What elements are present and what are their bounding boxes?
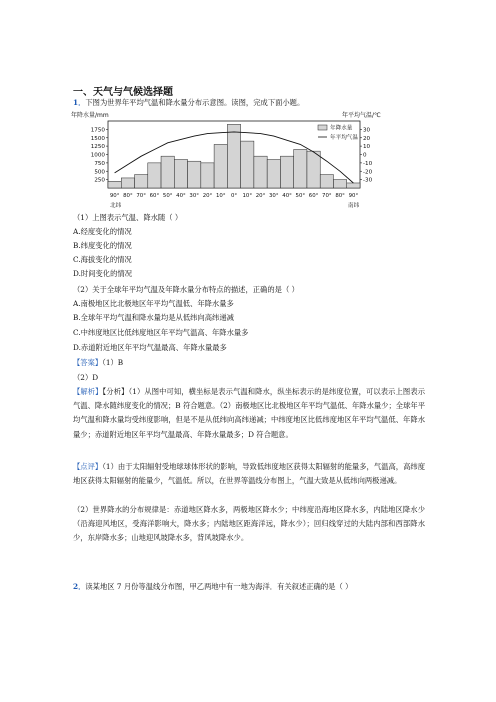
precipitation-bar: [174, 160, 187, 188]
question-2-stem: [73, 582, 352, 592]
comment-paragraph-2: （2）世界降水的分布规律是：赤道地区降水多，两极地区降水少；中纬度沿海地区降水多，内陆地区降水少（沿海迎风地区，受海洋影响大，降水多；内陆地区距海洋远，降水少）；回归线穿过的大陆内部和西部降水少，东岸降水多；山地迎风坡降水多，背风坡降水少。: [73, 505, 425, 543]
precipitation-bar: [108, 181, 121, 188]
precipitation-bar: [267, 160, 280, 188]
left-tick-label: 750: [94, 160, 105, 167]
precipitation-bar: [148, 163, 161, 188]
temperature-precipitation-chart: [68, 108, 404, 212]
x-tick-label: 60°: [308, 193, 319, 199]
x-tick-label: 20°: [202, 193, 213, 199]
x-tick-label: 90°: [109, 193, 120, 199]
analysis-paragraph: [73, 385, 425, 442]
x-tick-label: 90°: [348, 193, 359, 199]
question-1-text: 下图为世界年平均气温和降水量分布示意图。读图，完成下面小题。: [85, 98, 305, 107]
x-tick-label: 40°: [176, 193, 186, 199]
left-tick-label: 1250: [90, 144, 105, 151]
right-tick-label: 20: [363, 135, 371, 142]
question-2-text: 读某地区 7 月份等温线分布图，甲乙两地中有一地为海洋．有关叙述正确的是（ ）: [85, 582, 353, 591]
y-left-label: 年降水量/mm: [71, 112, 109, 119]
comment-paragraph: [73, 460, 425, 488]
left-axis-ticks: [91, 127, 108, 183]
right-tick-label: -20: [363, 169, 373, 176]
sub2-option-d: D.赤道附近地区年平均气温最高、年降水量最多: [73, 343, 227, 352]
answer-2: （2）D: [73, 373, 99, 382]
precipitation-bar: [320, 175, 333, 188]
question-2-number: 2．: [73, 582, 86, 591]
sub2-option-b: B.全球年平均气温和降水量均是从低纬向高纬递减: [73, 313, 234, 322]
precipitation-bar: [294, 149, 307, 188]
legend-bar-swatch: [318, 125, 327, 130]
sub2-option-c: C.中纬度地区比低纬度地区年平均气温高、年降水量多: [73, 328, 249, 337]
left-tick-label: 250: [94, 177, 105, 184]
x-tick-label: 60°: [149, 193, 160, 199]
left-tick-label: 1750: [90, 127, 105, 134]
sub1-option-d: D.时间变化的情况: [73, 269, 132, 278]
x-tick-label: 30°: [189, 193, 199, 199]
x-tick-label: 20°: [255, 193, 266, 199]
x-tick-label: 10°: [242, 193, 253, 199]
left-tick-label: 1500: [90, 135, 105, 142]
right-tick-label: 10: [363, 144, 371, 151]
x-tick-label: 50°: [295, 193, 306, 199]
sub2-option-a: A.南极地区比北极地区年平均气温低、年降水量多: [73, 299, 234, 308]
x-tick-label: 30°: [269, 193, 279, 199]
x-tick-label: 40°: [282, 193, 292, 199]
comment-tag: 【点评】: [73, 462, 103, 471]
right-axis-ticks: [360, 127, 373, 183]
sub1-option-c: C.海拔变化的情况: [73, 255, 132, 264]
x-left-end-label: 北纬: [110, 203, 122, 209]
answer-tag: 【答案】: [73, 358, 103, 367]
comment-text: （1）由于太阳辐射受地球球体形状的影响，导致低纬度地区获得太阳辐射的能量多，气温高，高纬度地区获得太阳辐射的能量少，气温低。所以，在世界等温线分布图上，气温大致是从低纬向两极递减。: [73, 462, 425, 486]
y-right-label: 年平均气温/℃: [342, 112, 381, 119]
right-tick-label: -10: [363, 160, 373, 167]
x-axis-ticks: [110, 193, 359, 199]
right-tick-label: 30: [363, 127, 371, 134]
chart-legend: [318, 124, 358, 142]
precipitation-bar: [254, 156, 267, 188]
question-1-stem: [73, 98, 304, 108]
right-tick-label: 0: [363, 152, 367, 159]
precipitation-bar: [280, 156, 293, 188]
sub1-option-a: A.经度变化的情况: [73, 227, 132, 236]
analysis-text: 【分析】（1）从图中可知，横坐标是表示气温和降水，纵坐标表示的是纬度位置，可以表示上图表示气温、降水随纬度变化的情况；B 符合题意。（2）南极地区比北极地区年平均气温低、年降水量少；全球年平均气温和降水量均受纬度影响，但是不是从低纬向高纬递减；中纬度地区比低纬度地区年平均气温低、年降水量少；赤道附近地区年平均气温最高、年降水量最多；D 符合题意。: [73, 387, 426, 439]
precipitation-bar: [347, 183, 360, 188]
answer-1: （1）B: [102, 358, 124, 367]
sub-question-1: （1）上图表示气温、降水随（ ）: [73, 213, 183, 222]
x-tick-label: 50°: [162, 193, 173, 199]
precipitation-bar: [227, 124, 240, 188]
x-tick-label: 10°: [215, 193, 226, 199]
x-tick-label: 80°: [123, 193, 133, 199]
precipitation-bar: [333, 180, 346, 188]
question-1-number: 1．: [73, 98, 86, 107]
x-tick-label: 80°: [335, 193, 345, 199]
precipitation-bars: [108, 124, 360, 188]
legend-temperature: 年平均气温: [330, 135, 358, 141]
section-title: 一、天气与气候选择题: [73, 87, 173, 98]
precipitation-bar: [307, 151, 320, 188]
precipitation-bar: [161, 156, 174, 188]
x-right-end-label: 南纬: [348, 203, 360, 209]
precipitation-bar: [214, 144, 227, 188]
left-tick-label: 1000: [90, 152, 105, 159]
x-tick-label: 70°: [322, 193, 332, 199]
sub1-option-b: B.纬度变化的情况: [73, 241, 132, 250]
left-tick-label: 500: [94, 169, 105, 176]
analysis-tag: 【解析】: [73, 387, 103, 396]
right-tick-label: -30: [363, 177, 373, 184]
legend-precipitation: 年降水量: [330, 125, 353, 132]
answer-line: [73, 358, 123, 368]
x-tick-label: 70°: [136, 193, 146, 199]
precipitation-bar: [121, 178, 134, 188]
sub-question-2: （2）关于全球年平均气温及年降水量分布特点的描述，正确的是（ ）: [73, 285, 299, 294]
precipitation-bar: [135, 175, 148, 188]
x-tick-label: 0°: [230, 193, 238, 199]
precipitation-bar: [241, 141, 254, 188]
precipitation-bar: [201, 163, 214, 188]
precipitation-bar: [188, 161, 201, 188]
